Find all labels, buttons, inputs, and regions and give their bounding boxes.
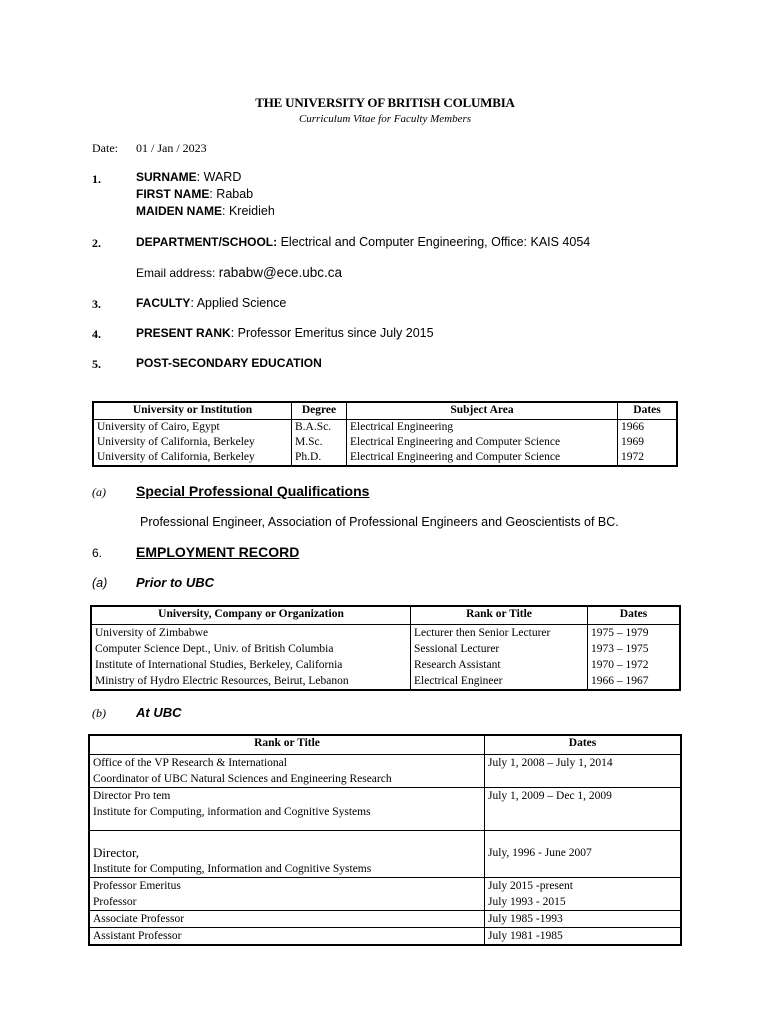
email-address[interactable]: rababw@ece.ubc.ca	[218, 265, 342, 280]
maiden-name-value: : Kreidieh	[222, 204, 275, 218]
surname-line	[136, 170, 241, 184]
table-cell: July 1, 2008 – July 1, 2014	[485, 755, 682, 788]
column-header: University or Institution	[93, 402, 292, 420]
table-cell	[89, 755, 485, 788]
table-cell: July 1, 2009 – Dec 1, 2009	[485, 788, 682, 831]
table-cell	[89, 878, 485, 911]
table-header-row	[89, 735, 681, 755]
table-cell: University of California, Berkeley	[93, 450, 292, 466]
department-line	[136, 235, 590, 249]
rank-title: Professor	[93, 896, 137, 908]
rank-title: Professor Emeritus	[93, 880, 181, 892]
table-row	[93, 420, 677, 436]
column-header: Dates	[618, 402, 678, 420]
document-title: THE UNIVERSITY OF BRITISH COLUMBIA	[255, 95, 515, 110]
table-cell: 1973 – 1975	[588, 641, 681, 657]
table-row	[89, 831, 681, 878]
rank-title: Director,	[93, 845, 140, 860]
section-6-number: 6.	[92, 546, 103, 560]
maiden-name-line	[136, 204, 275, 218]
table-row	[91, 673, 680, 690]
table-row	[91, 657, 680, 673]
at-ubc-heading: At UBC	[136, 705, 182, 720]
table-cell: 1970 – 1972	[588, 657, 681, 673]
table-cell: University of California, Berkeley	[93, 435, 292, 450]
rank-title: Office of the VP Research & International	[93, 757, 287, 769]
table-cell: Associate Professor	[89, 911, 485, 928]
department-value: Electrical and Computer Engineering, Office: KAIS 4054	[277, 235, 591, 249]
first-name-line	[136, 187, 253, 201]
prior-marker: (a)	[92, 576, 108, 590]
table-cell: 1969	[618, 435, 678, 450]
faculty-label: FACULTY	[136, 296, 191, 310]
section-4-number: 4.	[92, 327, 101, 341]
section-1-number: 1.	[92, 172, 101, 186]
special-qualifications-heading: Special Professional Qualifications	[136, 483, 370, 499]
table-cell: Ministry of Hydro Electric Resources, Beirut, Lebanon	[91, 673, 411, 690]
employment-ubc-table	[88, 734, 682, 946]
column-header: Dates	[588, 606, 681, 625]
surname-label: SURNAME	[136, 170, 197, 184]
column-header: Subject Area	[347, 402, 618, 420]
section-3-number: 3.	[92, 297, 101, 311]
table-cell: July 1981 -1985	[485, 928, 682, 946]
table-cell: Assistant Professor	[89, 928, 485, 946]
column-header: Rank or Title	[89, 735, 485, 755]
table-row	[89, 878, 681, 911]
date-value: 01 / Jan / 2023	[136, 141, 207, 155]
table-cell: Computer Science Dept., Univ. of British Columbia	[91, 641, 411, 657]
table-row	[93, 450, 677, 466]
date-label: Date:	[92, 141, 118, 155]
maiden-name-label: MAIDEN NAME	[136, 204, 222, 218]
rank-value: : Professor Emeritus since July 2015	[230, 326, 434, 340]
employment-prior-table	[90, 605, 681, 691]
table-cell: Electrical Engineering	[347, 420, 618, 436]
table-cell: Electrical Engineer	[411, 673, 588, 690]
table-row	[89, 911, 681, 928]
table-header-row	[91, 606, 680, 625]
table-cell: M.Sc.	[292, 435, 347, 450]
column-header: University, Company or Organization	[91, 606, 411, 625]
rank-title: Director Pro tem	[93, 790, 171, 802]
section-5-number: 5.	[92, 357, 101, 371]
table-cell: University of Zimbabwe	[91, 625, 411, 642]
table-cell: Lecturer then Senior Lecturer	[411, 625, 588, 642]
email-line	[136, 265, 342, 280]
table-cell: 1966 – 1967	[588, 673, 681, 690]
table-header-row	[93, 402, 677, 420]
rank-title-detail: Institute for Computing, information and Cognitive Systems	[93, 806, 371, 818]
rank-title-detail: Coordinator of UBC Natural Sciences and Engineering Research	[93, 773, 392, 785]
special-qualifications-text: Professional Engineer, Association of Professional Engineers and Geoscientists of BC.	[140, 515, 619, 529]
table-cell: Electrical Engineering and Computer Science	[347, 450, 618, 466]
table-row	[89, 928, 681, 946]
table-cell: B.A.Sc.	[292, 420, 347, 436]
rank-line	[136, 326, 434, 340]
table-cell: July 1985 -1993	[485, 911, 682, 928]
section-2-number: 2.	[92, 236, 101, 250]
rank-title-detail: Institute for Computing, Information and Cognitive Systems	[93, 863, 372, 875]
table-cell: July, 1996 - June 2007	[485, 831, 682, 878]
faculty-value: : Applied Science	[190, 296, 287, 310]
table-cell: Sessional Lecturer	[411, 641, 588, 657]
education-table	[92, 401, 678, 467]
table-cell: Electrical Engineering and Computer Science	[347, 435, 618, 450]
column-header: Degree	[292, 402, 347, 420]
table-row	[89, 788, 681, 831]
column-header: Rank or Title	[411, 606, 588, 625]
column-header: Dates	[485, 735, 682, 755]
education-heading: POST-SECONDARY EDUCATION	[136, 356, 322, 370]
table-cell: Research Assistant	[411, 657, 588, 673]
table-cell: 1972	[618, 450, 678, 466]
table-cell	[89, 831, 485, 878]
table-cell: 1975 – 1979	[588, 625, 681, 642]
table-cell	[89, 788, 485, 831]
table-row	[91, 641, 680, 657]
table-row	[93, 435, 677, 450]
email-label: Email address:	[136, 266, 219, 280]
table-cell: 1966	[618, 420, 678, 436]
first-name-label: FIRST NAME	[136, 187, 210, 201]
table-row	[91, 625, 680, 642]
table-cell: University of Cairo, Egypt	[93, 420, 292, 436]
table-cell: July 2015 -present July 1993 - 2015	[485, 878, 682, 911]
table-cell: Institute of International Studies, Berkeley, California	[91, 657, 411, 673]
faculty-line	[136, 296, 286, 310]
first-name-value: : Rabab	[209, 187, 254, 201]
table-cell: Ph.D.	[292, 450, 347, 466]
special-marker: (a)	[92, 485, 106, 499]
rank-label: PRESENT RANK	[136, 326, 231, 340]
department-label: DEPARTMENT/SCHOOL:	[136, 235, 278, 249]
surname-value: : WARD	[196, 170, 242, 184]
table-row	[89, 755, 681, 788]
ubc-marker: (b)	[92, 706, 106, 720]
employment-record-heading: EMPLOYMENT RECORD	[136, 544, 300, 560]
prior-to-ubc-heading: Prior to UBC	[136, 575, 214, 590]
document-subtitle: Curriculum Vitae for Faculty Members	[298, 113, 472, 125]
